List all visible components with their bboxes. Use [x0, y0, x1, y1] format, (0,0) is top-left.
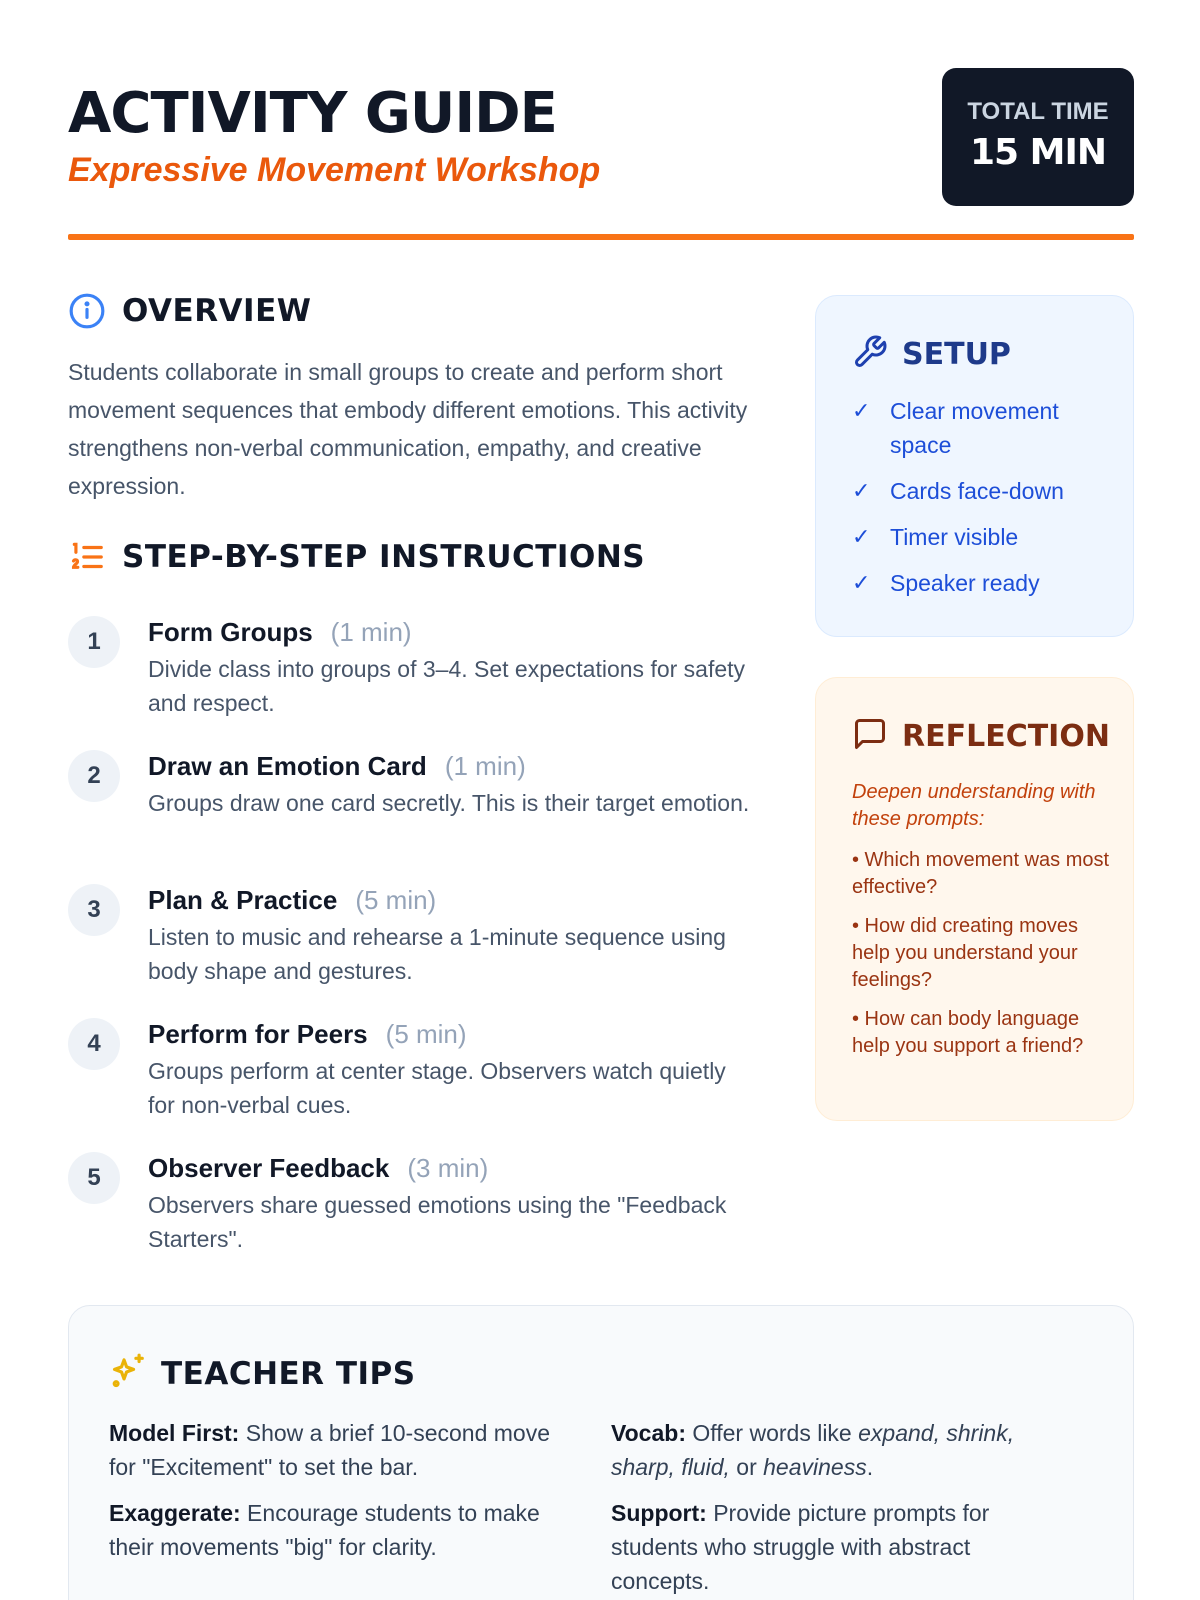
check-icon: ✓ [852, 478, 871, 503]
step-item [68, 882, 768, 1016]
step-item [68, 1150, 768, 1284]
step-item [68, 748, 768, 882]
header-divider [68, 234, 1134, 240]
tip-text: Provide picture prompts for students who struggle with abstract concepts. [611, 1500, 990, 1594]
overview-heading-text: OVERVIEW [122, 293, 312, 329]
step-title: Plan & Practice [148, 885, 338, 915]
step-duration: (1 min) [330, 617, 412, 647]
step-description: Divide class into groups of 3–4. Set expectations for safety and respect. [148, 656, 746, 716]
total-time-label: TOTAL TIME [967, 98, 1109, 125]
tip-vocab-words: expand, shrink, sharp, fluid, [611, 1420, 1015, 1480]
sparkles-icon [109, 1352, 147, 1395]
reflection-heading [852, 716, 1110, 757]
step-duration: (5 min) [385, 1019, 467, 1049]
setup-heading-text: SETUP [902, 337, 1011, 372]
tip-text: Offer words like [685, 1420, 859, 1446]
tip-text: Show a brief 10-second move for "Excitement" to set the bar. [109, 1420, 551, 1480]
step-item [68, 1016, 768, 1150]
tip-vocab [611, 1416, 1081, 1484]
setup-heading [852, 334, 1011, 375]
step-description: Groups perform at center stage. Observers watch quietly for non-verbal cues. [148, 1058, 726, 1118]
setup-item [852, 566, 1122, 600]
step-item [68, 614, 768, 748]
reflection-prompts [852, 847, 1114, 1072]
step-title-line [148, 1016, 467, 1052]
total-time-badge [942, 68, 1134, 206]
tips-heading-text: TEACHER TIPS [161, 1355, 416, 1392]
page-title: ACTIVITY GUIDE [68, 81, 557, 146]
tip-vocab-words: heaviness [763, 1454, 867, 1480]
tip-label: Support: [611, 1500, 707, 1526]
page-subtitle: Expressive Movement Workshop [68, 151, 601, 189]
total-time-value: 15 MIN [970, 132, 1106, 173]
setup-item-label: Cards face-down [890, 478, 1064, 504]
step-description: Observers share guessed emotions using the "Feedback Starters". [148, 1192, 727, 1252]
setup-checklist [852, 394, 1122, 612]
check-icon: ✓ [852, 570, 871, 595]
overview-text: Students collaborate in small groups to create and perform short movement sequences that embody different emotions. This activity strengthens non-verbal communication, empathy, and creative expression. [68, 359, 748, 499]
numbered-list-icon [68, 538, 106, 576]
tips-heading [109, 1352, 416, 1395]
info-circle-icon [68, 292, 106, 330]
step-number: 1 [68, 616, 120, 668]
step-title-line [148, 882, 436, 918]
tip-exaggerate [109, 1496, 579, 1564]
step-number: 5 [68, 1152, 120, 1204]
reflection-heading-text: REFLECTION [902, 719, 1110, 754]
step-title: Perform for Peers [148, 1019, 368, 1049]
step-title-line [148, 748, 526, 784]
step-title-line [148, 614, 412, 650]
step-description: Groups draw one card secretly. This is their target emotion. [148, 790, 750, 816]
setup-item-label: Speaker ready [890, 570, 1040, 596]
instructions-heading-text: STEP-BY-STEP INSTRUCTIONS [122, 539, 646, 575]
reflection-prompt: • How can body language help you support a friend? [852, 1008, 1084, 1057]
setup-item [852, 520, 1122, 554]
setup-item-label: Timer visible [890, 524, 1019, 550]
setup-item [852, 394, 1122, 462]
step-duration: (3 min) [407, 1153, 489, 1183]
setup-item-label: Clear movement space [890, 398, 1059, 458]
tip-text: Encourage students to make their movements "big" for clarity. [109, 1500, 540, 1560]
check-icon: ✓ [852, 398, 871, 423]
step-title: Observer Feedback [148, 1153, 390, 1183]
steps-list [68, 614, 768, 1284]
check-icon: ✓ [852, 524, 871, 549]
reflection-intro: Deepen understanding with these prompts: [852, 781, 1096, 830]
step-title-line [148, 1150, 488, 1186]
reflection-prompt: • How did creating moves help you understand your feelings? [852, 915, 1078, 991]
step-duration: (5 min) [355, 885, 437, 915]
activity-guide-page [68, 0, 1134, 1600]
tip-label: Exaggerate: [109, 1500, 241, 1526]
step-number: 2 [68, 750, 120, 802]
tip-text: . [866, 1454, 874, 1480]
setup-item [852, 474, 1122, 508]
reflection-prompt: • Which movement was most effective? [852, 849, 1110, 898]
step-title: Draw an Emotion Card [148, 751, 427, 781]
reflection-card [815, 677, 1134, 1121]
tip-model-first [109, 1416, 579, 1484]
tip-support [611, 1496, 1051, 1598]
teacher-tips-card [68, 1305, 1134, 1600]
step-number: 3 [68, 884, 120, 936]
step-number: 4 [68, 1018, 120, 1070]
overview-heading [68, 292, 311, 330]
step-duration: (1 min) [444, 751, 526, 781]
step-title: Form Groups [148, 617, 313, 647]
message-square-icon [852, 716, 888, 757]
instructions-heading [68, 538, 645, 576]
tip-label: Model First: [109, 1420, 240, 1446]
wrench-icon [852, 334, 888, 375]
tip-label: Vocab: [611, 1420, 686, 1446]
tip-text: or [729, 1454, 764, 1480]
setup-card [815, 295, 1134, 637]
step-description: Listen to music and rehearse a 1-minute sequence using body shape and gestures. [148, 924, 726, 984]
